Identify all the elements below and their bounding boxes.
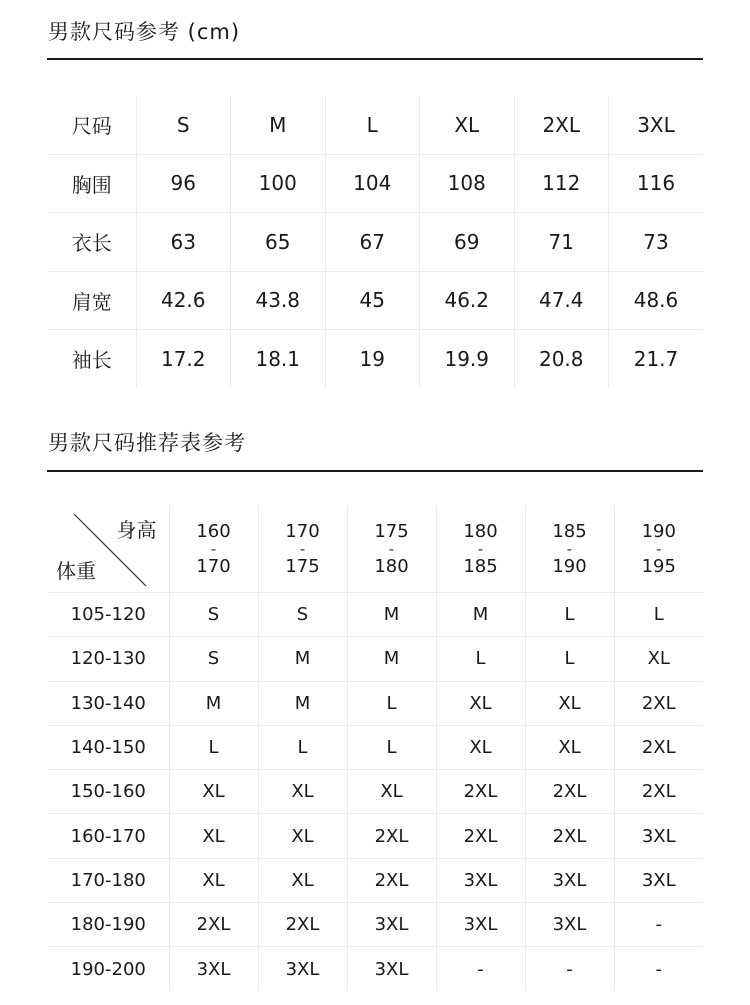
recommended-size-cell: L bbox=[525, 593, 614, 637]
measurement-cell: 20.8 bbox=[514, 330, 609, 388]
recommended-size-cell: 3XL bbox=[169, 947, 258, 991]
weight-range-label: 170-180 bbox=[48, 858, 169, 902]
range-dash: - bbox=[656, 540, 662, 558]
measurement-cell: 45 bbox=[325, 271, 420, 330]
weight-range-label: 190-200 bbox=[48, 947, 169, 991]
weight-row bbox=[48, 858, 703, 902]
height-range-cell bbox=[614, 506, 703, 593]
recommended-size-cell: 3XL bbox=[614, 814, 703, 858]
height-from: 190 bbox=[641, 521, 676, 542]
range-dash: - bbox=[477, 540, 484, 558]
measurement-cell: 18.1 bbox=[231, 330, 326, 388]
recommended-size-cell: 3XL bbox=[347, 903, 436, 947]
recommended-size-cell: - bbox=[525, 947, 614, 991]
measurement-cell: 73 bbox=[609, 213, 704, 272]
recommended-size-cell: XL bbox=[347, 770, 436, 814]
recommended-size-cell: XL bbox=[525, 725, 614, 769]
measurement-cell: 19 bbox=[325, 330, 420, 388]
weight-range-label: 105-120 bbox=[48, 593, 169, 637]
recommended-size-cell: M bbox=[347, 637, 436, 681]
measurement-cell: 71 bbox=[514, 213, 609, 272]
recommended-size-cell: M bbox=[347, 593, 436, 637]
measurement-cell: 69 bbox=[420, 213, 515, 272]
measurement-cell: 100 bbox=[231, 154, 326, 213]
measurement-cell: 108 bbox=[420, 154, 515, 213]
height-to: 170 bbox=[196, 556, 231, 577]
height-from: 170 bbox=[285, 521, 320, 542]
measurement-cell: 48.6 bbox=[609, 271, 704, 330]
size-label: L bbox=[325, 96, 420, 154]
height-range-cell bbox=[169, 506, 258, 593]
height-to: 190 bbox=[552, 556, 587, 577]
height-label: 身高 bbox=[116, 518, 157, 542]
range-dash: - bbox=[388, 540, 395, 558]
row-label: 袖长 bbox=[48, 330, 136, 388]
recommended-size-cell: L bbox=[347, 725, 436, 769]
measurement-cell: 67 bbox=[325, 213, 420, 272]
recommended-size-cell: 3XL bbox=[436, 858, 525, 902]
height-to: 195 bbox=[641, 556, 676, 577]
recommended-size-cell: XL bbox=[614, 637, 703, 681]
height-range-cell bbox=[525, 506, 614, 593]
measurement-cell: 96 bbox=[136, 154, 231, 213]
measurement-cell: 65 bbox=[231, 213, 326, 272]
height-from: 175 bbox=[374, 521, 409, 542]
range-dash: - bbox=[299, 540, 306, 558]
recommended-size-cell: 3XL bbox=[525, 858, 614, 902]
range-dash: - bbox=[210, 540, 217, 558]
measurement-cell: 42.6 bbox=[136, 271, 231, 330]
recommended-size-cell: 2XL bbox=[436, 770, 525, 814]
weight-row bbox=[48, 770, 703, 814]
height-from: 185 bbox=[552, 521, 587, 542]
recommended-size-cell: 3XL bbox=[258, 947, 347, 991]
title-divider bbox=[47, 470, 703, 472]
recommended-size-cell: 2XL bbox=[258, 903, 347, 947]
size-label: 3XL bbox=[609, 96, 704, 154]
recommended-size-cell: - bbox=[614, 903, 703, 947]
size-chart-table bbox=[48, 96, 703, 388]
range-dash: - bbox=[566, 540, 573, 558]
recommended-size-cell: XL bbox=[169, 858, 258, 902]
recommended-size-cell: XL bbox=[436, 725, 525, 769]
height-to: 175 bbox=[285, 556, 320, 577]
recommended-size-cell: 2XL bbox=[525, 770, 614, 814]
recommended-size-cell: L bbox=[525, 637, 614, 681]
weight-row bbox=[48, 947, 703, 991]
height-from: 180 bbox=[463, 521, 498, 542]
recommendation-title: 男款尺码推荐表参考 bbox=[48, 431, 246, 455]
recommended-size-cell: L bbox=[258, 725, 347, 769]
size-row bbox=[48, 330, 703, 388]
measurement-cell: 17.2 bbox=[136, 330, 231, 388]
recommended-size-cell: - bbox=[436, 947, 525, 991]
recommended-size-cell: S bbox=[169, 637, 258, 681]
recommended-size-cell: M bbox=[258, 681, 347, 725]
recommended-size-cell: 2XL bbox=[614, 725, 703, 769]
recommended-size-cell: XL bbox=[258, 858, 347, 902]
size-label: 2XL bbox=[514, 96, 609, 154]
size-label: S bbox=[136, 96, 231, 154]
weight-range-label: 130-140 bbox=[48, 681, 169, 725]
recommended-size-cell: L bbox=[169, 725, 258, 769]
weight-row bbox=[48, 681, 703, 725]
height-to: 180 bbox=[374, 556, 409, 577]
height-header-row bbox=[48, 506, 703, 593]
size-label: XL bbox=[420, 96, 515, 154]
size-chart-title: 男款尺码参考 (cm) bbox=[48, 20, 241, 44]
weight-row bbox=[48, 637, 703, 681]
size-row bbox=[48, 271, 703, 330]
measurement-cell: 116 bbox=[609, 154, 704, 213]
recommended-size-cell: - bbox=[614, 947, 703, 991]
recommended-size-cell: M bbox=[258, 637, 347, 681]
row-label: 衣长 bbox=[48, 213, 136, 272]
row-label: 尺码 bbox=[71, 114, 112, 139]
recommended-size-cell: L bbox=[436, 637, 525, 681]
recommended-size-cell: XL bbox=[258, 770, 347, 814]
recommended-size-cell: XL bbox=[258, 814, 347, 858]
recommended-size-cell: 3XL bbox=[525, 903, 614, 947]
size-label: M bbox=[231, 96, 326, 154]
size-row bbox=[48, 213, 703, 272]
recommended-size-cell: S bbox=[169, 593, 258, 637]
recommended-size-cell: S bbox=[258, 593, 347, 637]
recommended-size-cell: L bbox=[347, 681, 436, 725]
measurement-cell: 19.9 bbox=[420, 330, 515, 388]
measurement-cell: 21.7 bbox=[609, 330, 704, 388]
measurement-cell: 112 bbox=[514, 154, 609, 213]
recommended-size-cell: XL bbox=[169, 814, 258, 858]
height-range-cell bbox=[258, 506, 347, 593]
weight-range-label: 150-160 bbox=[48, 770, 169, 814]
weight-label: 体重 bbox=[56, 559, 96, 583]
recommended-size-cell: M bbox=[169, 681, 258, 725]
recommended-size-cell: 3XL bbox=[436, 903, 525, 947]
recommended-size-cell: 2XL bbox=[525, 814, 614, 858]
recommended-size-cell: 2XL bbox=[347, 858, 436, 902]
size-recommendation-table bbox=[48, 506, 703, 991]
recommended-size-cell: 3XL bbox=[614, 858, 703, 902]
title-divider bbox=[47, 58, 703, 60]
recommended-size-cell: 2XL bbox=[614, 770, 703, 814]
measurement-cell: 63 bbox=[136, 213, 231, 272]
diagonal-header-cell bbox=[48, 506, 169, 593]
weight-range-label: 180-190 bbox=[48, 903, 169, 947]
weight-row bbox=[48, 593, 703, 637]
weight-range-label: 140-150 bbox=[48, 725, 169, 769]
weight-row bbox=[48, 814, 703, 858]
recommended-size-cell: 2XL bbox=[169, 903, 258, 947]
measurement-cell: 46.2 bbox=[420, 271, 515, 330]
row-label: 肩宽 bbox=[48, 271, 136, 330]
row-label: 胸围 bbox=[48, 154, 136, 213]
height-to: 185 bbox=[463, 556, 498, 577]
recommended-size-cell: XL bbox=[525, 681, 614, 725]
weight-range-label: 160-170 bbox=[48, 814, 169, 858]
recommended-size-cell: XL bbox=[436, 681, 525, 725]
recommended-size-cell: 2XL bbox=[347, 814, 436, 858]
measurement-cell: 47.4 bbox=[514, 271, 609, 330]
recommended-size-cell: M bbox=[436, 593, 525, 637]
height-from: 160 bbox=[196, 521, 231, 542]
measurement-cell: 104 bbox=[325, 154, 420, 213]
size-header-row bbox=[48, 96, 703, 154]
weight-range-label: 120-130 bbox=[48, 637, 169, 681]
height-range-cell bbox=[347, 506, 436, 593]
height-range-cell bbox=[436, 506, 525, 593]
size-row bbox=[48, 154, 703, 213]
recommended-size-cell: 2XL bbox=[436, 814, 525, 858]
recommended-size-cell: L bbox=[614, 593, 703, 637]
weight-row bbox=[48, 903, 703, 947]
measurement-cell: 43.8 bbox=[231, 271, 326, 330]
weight-row bbox=[48, 725, 703, 769]
recommended-size-cell: 3XL bbox=[347, 947, 436, 991]
recommended-size-cell: 2XL bbox=[614, 681, 703, 725]
recommended-size-cell: XL bbox=[169, 770, 258, 814]
